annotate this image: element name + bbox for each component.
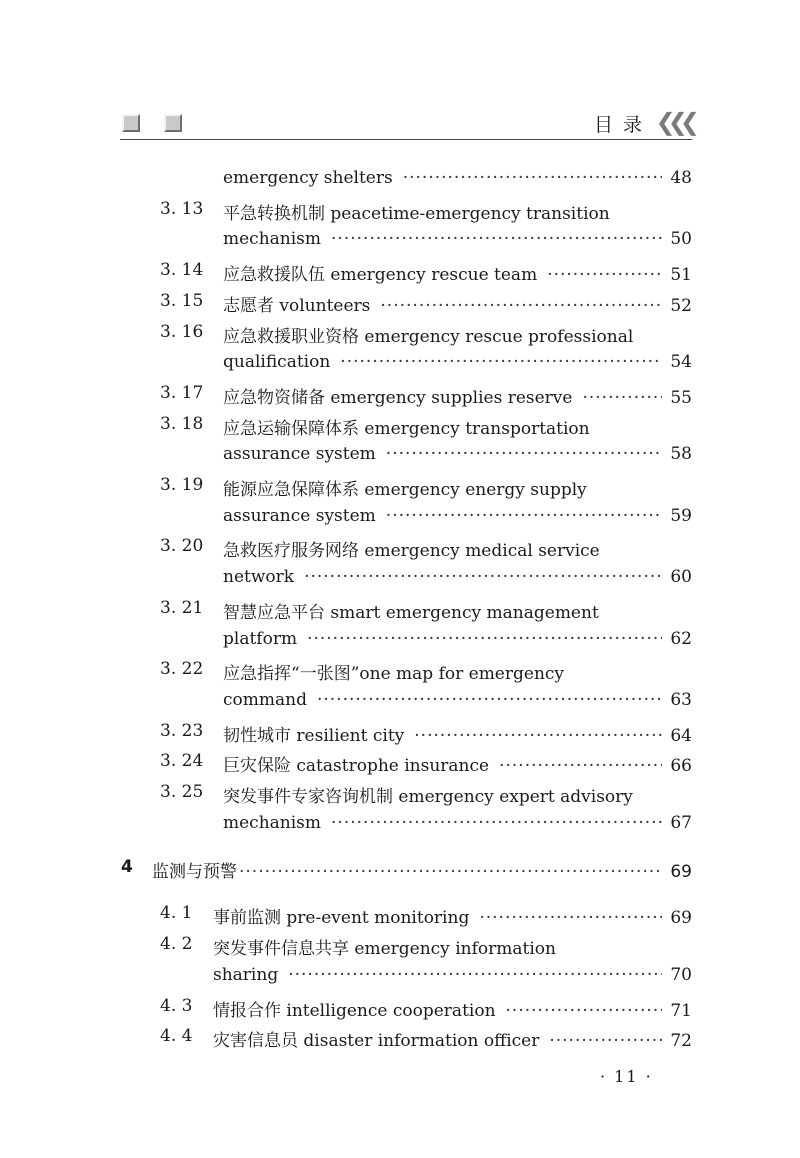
toc-entry-line xyxy=(223,567,692,597)
toc-entry-line xyxy=(160,382,692,413)
dot-leader xyxy=(549,1031,662,1051)
entry-title: 韧性城市 resilient city xyxy=(223,725,405,746)
entry-title: 应急救援队伍 emergency rescue team xyxy=(223,265,538,286)
entry-number: 3. 14 xyxy=(160,260,204,281)
dot-leader xyxy=(499,756,662,776)
dot-leader xyxy=(386,506,662,526)
toc-entry-line xyxy=(160,413,692,444)
entry-page: 70 xyxy=(670,964,692,985)
toc-entry-line xyxy=(223,813,692,843)
page-header xyxy=(120,106,692,140)
entry-number: 3. 13 xyxy=(160,198,204,219)
entry-title: 应急物资储备 emergency supplies reserve xyxy=(223,387,573,408)
toc-entry-line xyxy=(160,782,692,812)
entry-title: emergency shelters xyxy=(223,168,393,188)
entry-number: 3. 22 xyxy=(160,659,204,680)
header-chevrons-icon: ❮❮❮ xyxy=(655,108,692,136)
toc-entry-line xyxy=(160,260,692,290)
entry-title: 巨灾保险 catastrophe insurance xyxy=(223,756,490,777)
entry-number: 4. 4 xyxy=(160,1026,193,1047)
entry-title: mechanism xyxy=(223,229,322,250)
entry-page: 71 xyxy=(670,1000,692,1021)
entry-page: 58 xyxy=(670,444,692,465)
toc-entry-line xyxy=(223,168,692,198)
entry-title: 应急指挥“一张图”one map for emergency xyxy=(223,664,565,685)
entry-title: 智慧应急平台 smart emergency management xyxy=(223,602,599,623)
entry-title: sharing xyxy=(213,964,279,985)
entry-title: mechanism xyxy=(223,812,322,833)
entry-number: 3. 18 xyxy=(160,413,204,434)
dot-leader xyxy=(307,629,662,649)
entry-page: 67 xyxy=(670,812,692,833)
toc-entry-line xyxy=(160,720,692,751)
entry-number: 4. 3 xyxy=(160,995,193,1016)
header-square-icon xyxy=(164,114,182,132)
toc-entry-line xyxy=(160,321,692,352)
dot-leader xyxy=(331,229,662,249)
entry-title: 应急救援职业资格 emergency rescue professional xyxy=(223,326,634,347)
entry-title: assurance system xyxy=(223,505,376,526)
header-rule xyxy=(120,139,692,140)
entry-title: command xyxy=(223,689,307,710)
dot-leader xyxy=(547,265,662,285)
toc-entry-line xyxy=(160,995,692,1026)
dot-leader xyxy=(317,690,662,710)
entry-page: 60 xyxy=(670,567,692,588)
entry-number: 3. 16 xyxy=(160,321,204,342)
toc-entry-line xyxy=(160,934,692,964)
entry-title: 事前监测 pre-event monitoring xyxy=(213,908,470,929)
toc-entry-line xyxy=(223,229,692,259)
dot-leader xyxy=(414,726,662,746)
toc-entry-line xyxy=(160,597,692,628)
entry-number: 3. 20 xyxy=(160,536,204,557)
entry-page: 66 xyxy=(670,756,692,777)
entry-title: 平急转换机制 peacetime-emergency transition xyxy=(223,203,610,224)
entry-page: 50 xyxy=(670,229,692,250)
toc-entry-line xyxy=(160,1026,692,1056)
entry-number: 4. 2 xyxy=(160,934,193,955)
entry-number: 3. 19 xyxy=(160,475,204,495)
entry-page: 55 xyxy=(670,387,692,408)
toc-entry-line xyxy=(213,965,692,995)
entry-number: 3. 23 xyxy=(160,720,204,741)
chapter-page: 69 xyxy=(670,862,692,883)
entry-title: 突发事件信息共享 emergency information xyxy=(213,939,556,960)
toc-entry-line xyxy=(160,903,692,933)
entry-page: 54 xyxy=(670,352,692,373)
entry-title: network xyxy=(223,567,295,588)
toc-entry-line xyxy=(223,506,692,536)
dot-leader xyxy=(288,965,662,985)
header-square-icon xyxy=(122,114,140,132)
header-title: 目 录 xyxy=(593,114,644,136)
dot-leader xyxy=(331,813,662,833)
entry-number: 3. 24 xyxy=(160,751,204,772)
entry-page: 59 xyxy=(670,505,692,526)
entry-page: 63 xyxy=(670,689,692,710)
entry-title: 应急运输保障体系 emergency transportation xyxy=(223,418,590,439)
toc-entry-line xyxy=(160,751,692,781)
page-number: · 11 · xyxy=(600,1067,653,1086)
toc-entry-line xyxy=(160,659,692,689)
entry-page: 52 xyxy=(670,295,692,316)
toc-entry-line xyxy=(223,690,692,720)
entry-title: 志愿者 volunteers xyxy=(223,295,371,316)
dot-leader xyxy=(479,908,662,928)
toc-entry-line xyxy=(223,352,692,382)
dot-leader xyxy=(386,444,662,464)
toc-entry-line xyxy=(160,198,692,229)
entry-title: qualification xyxy=(223,352,331,373)
dot-leader xyxy=(304,567,662,587)
entry-title: 急救医疗服务网络 emergency medical service xyxy=(223,541,600,562)
dot-leader xyxy=(506,1001,662,1021)
entry-title: 能源应急保障体系 emergency energy supply xyxy=(223,480,587,500)
dot-leader xyxy=(239,862,662,882)
toc-entry-line xyxy=(160,536,692,566)
entry-page: 51 xyxy=(670,265,692,286)
entry-page: 62 xyxy=(670,628,692,649)
dot-leader xyxy=(582,388,662,408)
entry-title: 灾害信息员 disaster information officer xyxy=(213,1031,540,1052)
entry-number: 3. 15 xyxy=(160,290,204,311)
toc-entry-line xyxy=(160,475,692,505)
entry-title: 突发事件专家咨询机制 emergency expert advisory xyxy=(223,787,633,807)
dot-leader xyxy=(340,352,662,372)
entry-page: 72 xyxy=(670,1031,692,1052)
toc-entry-line xyxy=(223,629,692,659)
dot-leader xyxy=(380,296,662,316)
dot-leader xyxy=(403,168,662,188)
entry-number: 3. 25 xyxy=(160,782,204,802)
entry-page: 64 xyxy=(670,725,692,746)
entry-number: 3. 17 xyxy=(160,382,204,403)
entry-title: 情报合作 intelligence cooperation xyxy=(213,1000,496,1021)
chapter-title: 监测与预警 xyxy=(152,862,237,883)
toc-entry-line xyxy=(223,444,692,474)
entry-title: assurance system xyxy=(223,444,376,465)
entry-number: 3. 21 xyxy=(160,597,204,618)
chapter-heading xyxy=(121,857,692,887)
entry-page: 69 xyxy=(670,908,692,929)
chapter-number: 4 xyxy=(121,857,133,878)
toc-entry-line xyxy=(160,290,692,321)
entry-page: 48 xyxy=(670,168,692,188)
entry-number: 4. 1 xyxy=(160,903,193,924)
entry-title: platform xyxy=(223,628,298,649)
